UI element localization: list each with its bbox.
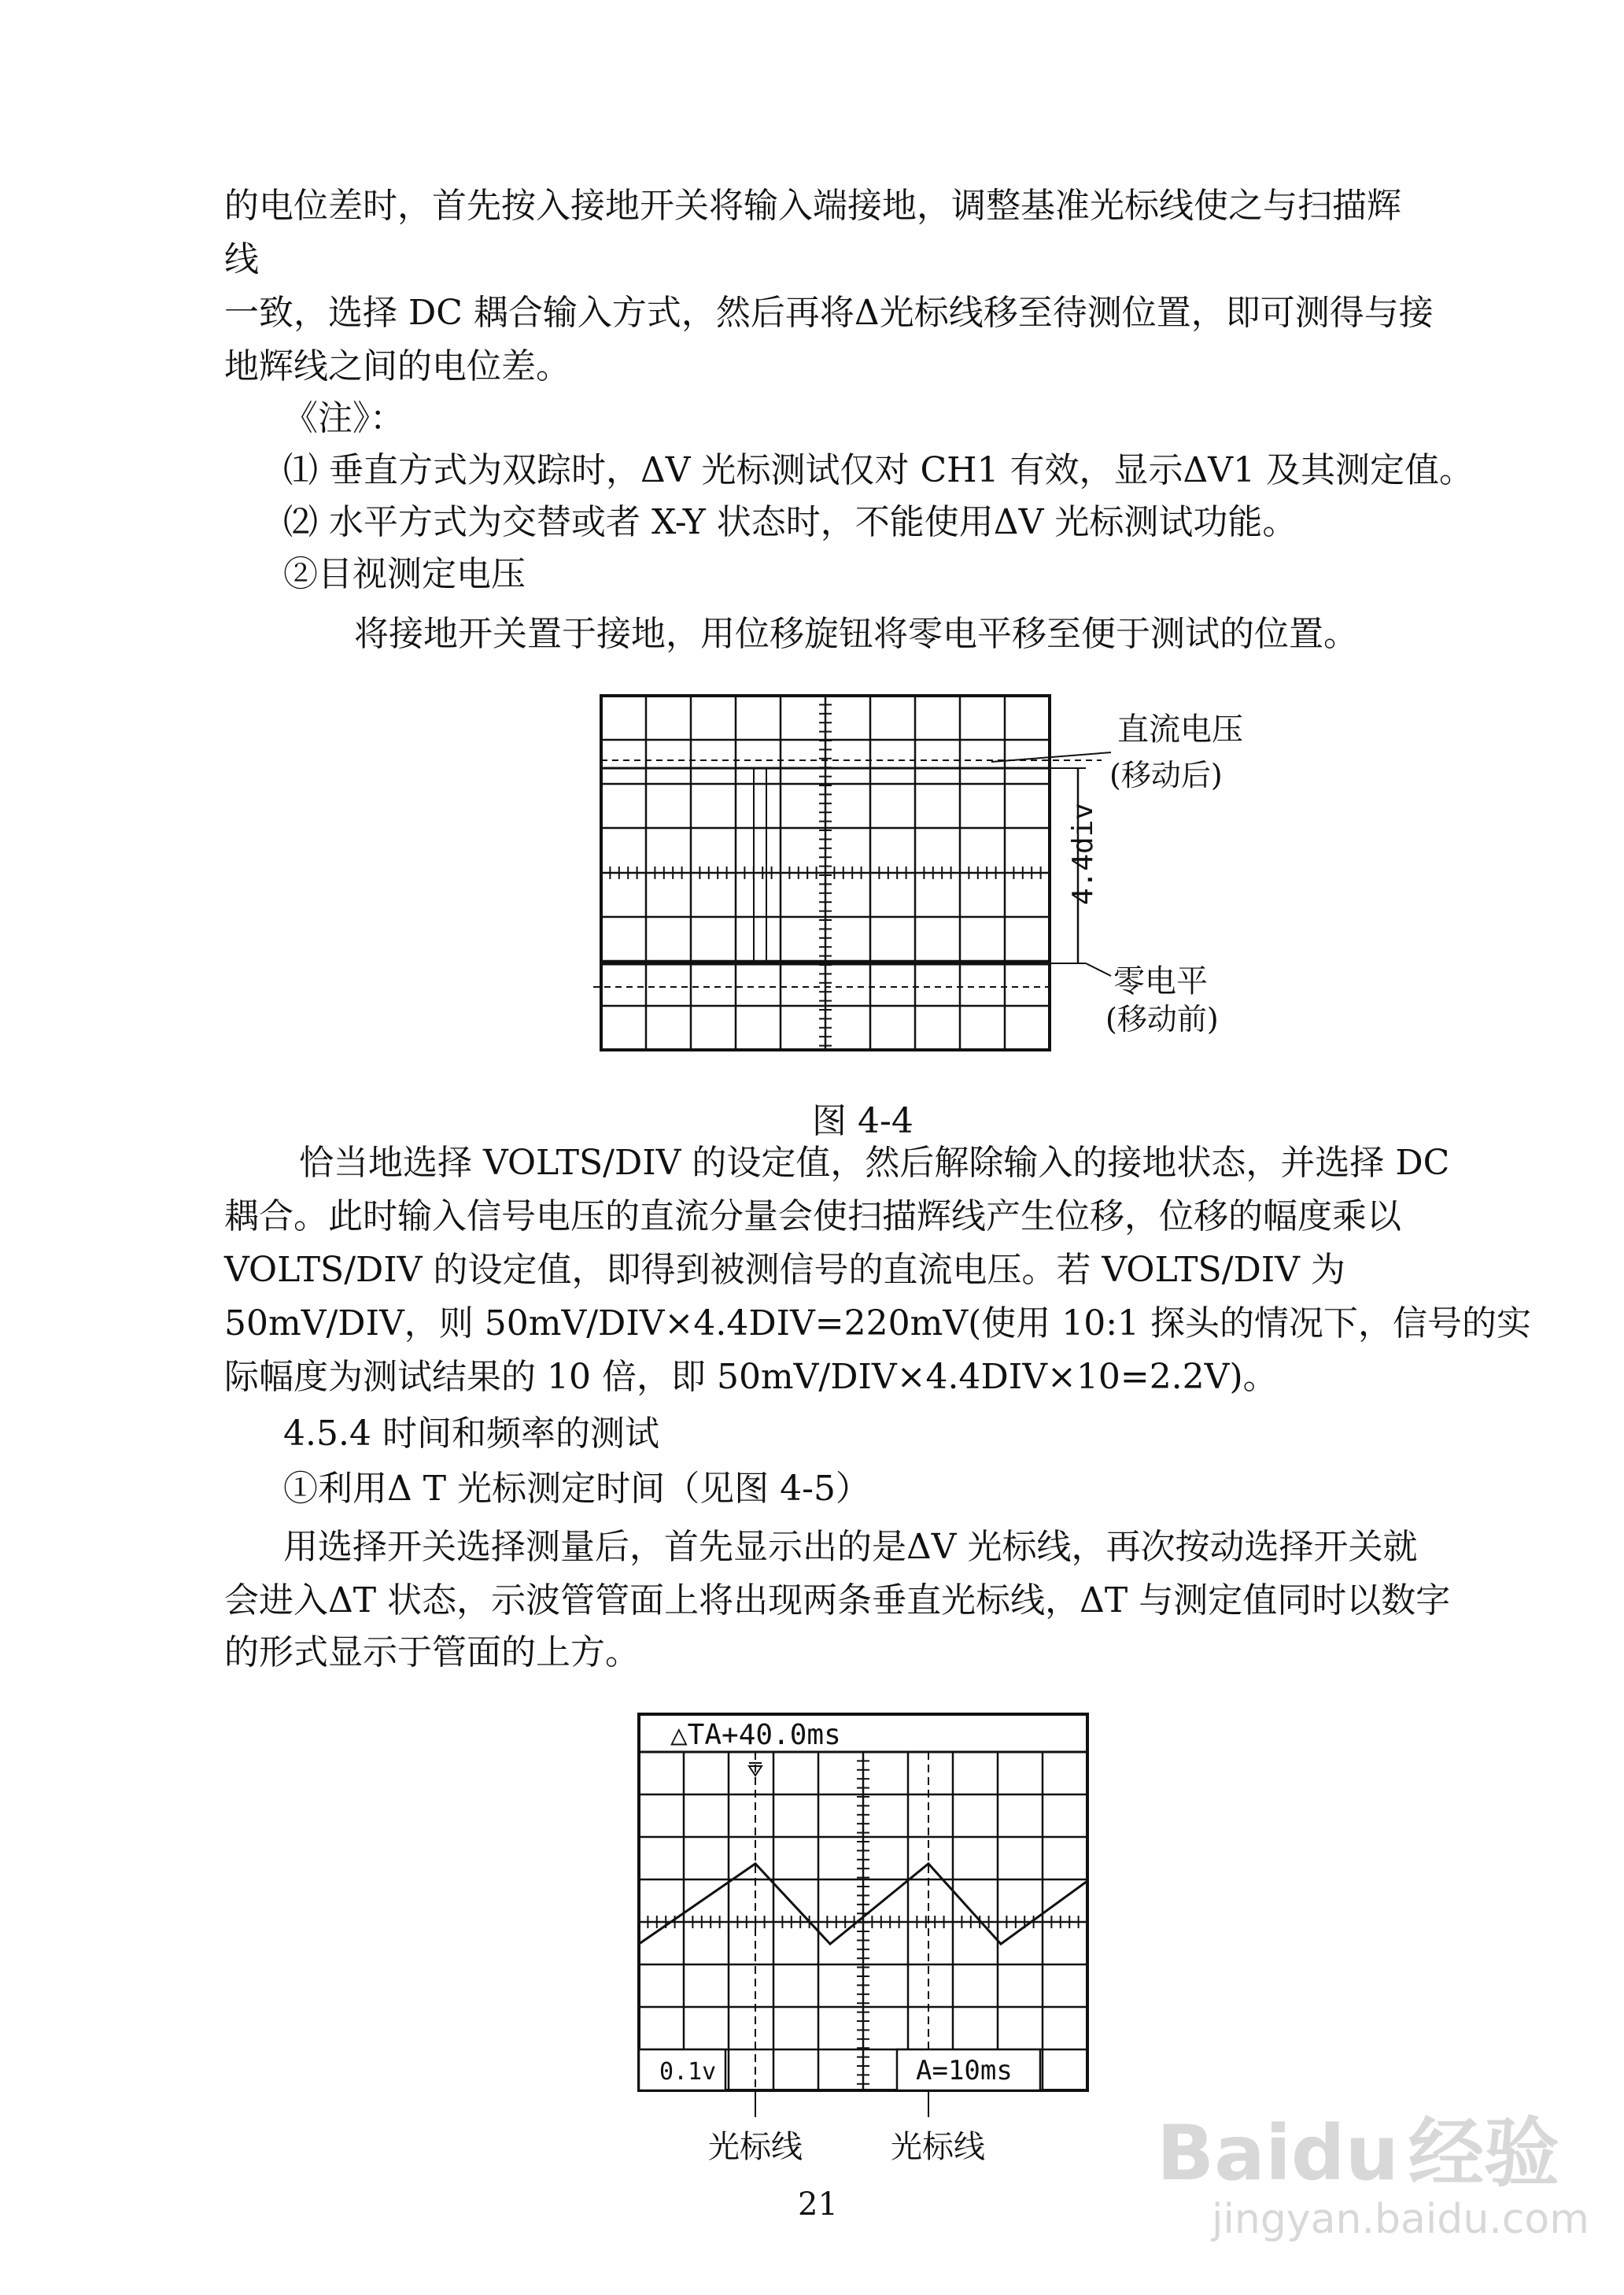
- paragraph-line: 际幅度为测试结果的 10 倍，即 50mV/DIV×4.4DIV×10=2.2V)。: [224, 1357, 1278, 1397]
- label-dc-voltage: 直流电压: [1117, 711, 1243, 748]
- cursor-label-2: 光标线: [891, 2129, 985, 2165]
- paragraph-line: VOLTS/DIV 的设定值，即得到被测信号的直流电压。若 VOLTS/DIV 为: [224, 1250, 1345, 1290]
- paragraph-line: 将接地开关置于接地，用位移旋钮将零电平移至便于测试的位置。: [354, 614, 1358, 654]
- paragraph-line: 地辉线之间的电位差。: [224, 346, 570, 386]
- watermark-brand: [1157, 2094, 1559, 2201]
- note-title: 《注》：: [283, 398, 404, 438]
- figure-4-4: [582, 693, 1290, 1070]
- figure-4-5: [629, 1706, 1117, 2147]
- watermark-logo-text: Baidu: [1157, 2109, 1399, 2197]
- note-item-2: ⑵ 水平方式为交替或者 X-Y 状态时，不能使用ΔV 光标测试功能。: [283, 502, 1297, 542]
- watermark-url: jingyan.baidu.com: [1212, 2196, 1589, 2243]
- leader-line: [1086, 963, 1111, 976]
- paragraph-line: 线: [224, 239, 259, 279]
- cursor-label-1: 光标线: [708, 2129, 803, 2165]
- label-zero-level: 零电平: [1113, 963, 1208, 1000]
- volts-div-readout: 0.1v: [659, 2058, 717, 2086]
- paragraph-line: 恰当地选择 VOLTS/DIV 的设定值，然后解除输入的接地状态，并选择 DC: [299, 1143, 1450, 1183]
- paragraph-line: 的形式显示于管面的上方。: [224, 1632, 640, 1672]
- paragraph-line: 会进入ΔT 状态，示波管管面上将出现两条垂直光标线，ΔT 与测定值同时以数字: [224, 1580, 1451, 1621]
- paragraph-line: 耦合。此时输入信号电压的直流分量会使扫描辉线产生位移，位移的幅度乘以: [224, 1196, 1401, 1236]
- label-zero-level-sub: (移动前): [1105, 1002, 1219, 1037]
- paragraph-line: 用选择开关选择测量后，首先显示出的是ΔV 光标线，再次按动选择开关就: [283, 1527, 1418, 1567]
- watermark-logo-text-cn: 经验: [1408, 2109, 1559, 2197]
- label-4-4div: 4.4div: [1067, 802, 1099, 905]
- section-heading: ②目视测定电压: [283, 554, 526, 594]
- paragraph-line: 的电位差时，首先按入接地开关将输入端接地，调整基准光标线使之与扫描辉: [224, 186, 1401, 226]
- section-subheading: ①利用Δ T 光标测定时间（见图 4-5）: [283, 1469, 870, 1509]
- delta-t-readout: △TA+40.0ms: [670, 1719, 841, 1751]
- note-item-1: ⑴ 垂直方式为双踪时，ΔV 光标测试仅对 CH1 有效，显示ΔV1 及其测定值。: [283, 450, 1475, 490]
- section-heading: 4.5.4 时间和频率的测试: [283, 1414, 659, 1454]
- timebase-readout: A=10ms: [916, 2055, 1013, 2086]
- page-number: 21: [798, 2186, 838, 2223]
- figure-caption: 图 4-4: [812, 1101, 914, 1141]
- paragraph-line: 一致，选择 DC 耦合输入方式，然后再将Δ光标线移至待测位置，即可测得与接: [224, 293, 1434, 333]
- label-dc-voltage-sub: (移动后): [1109, 758, 1223, 793]
- paragraph-line: 50mV/DIV，则 50mV/DIV×4.4DIV=220mV(使用 10:1 探头的情况下，信号的实: [224, 1303, 1532, 1343]
